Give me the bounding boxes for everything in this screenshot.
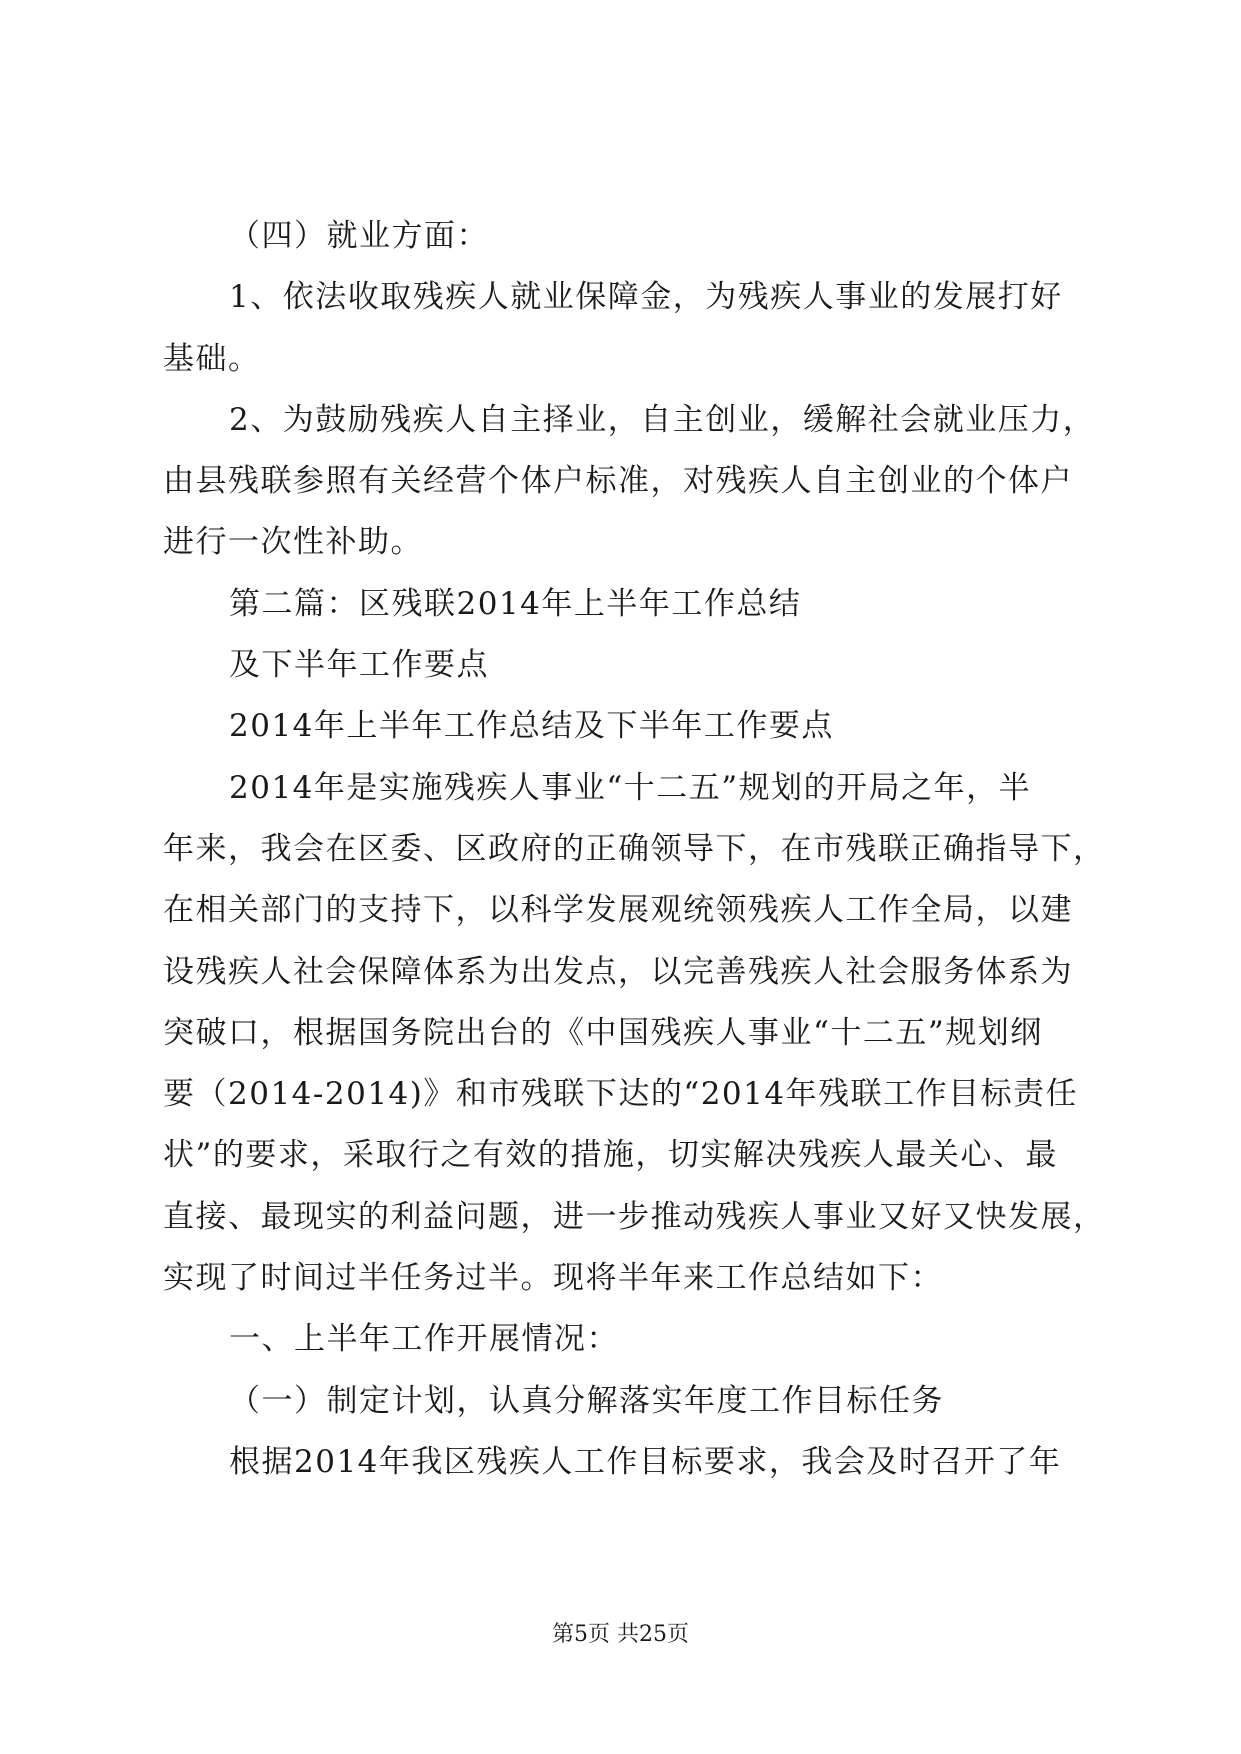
text-line: 由县残联参照有关经营个体户标准，对残疾人自主创业的个体户 <box>163 463 1073 500</box>
text-line: 2014年是实施残疾人事业“十二五”规划的开局之年，半 <box>229 769 1032 806</box>
text-line: 直接、最现实的利益问题，进一步推动残疾人事业又好又快发展， <box>163 1198 1106 1235</box>
text-line: 第二篇：区残联2014年上半年工作总结 <box>229 585 802 622</box>
text-line: 根据2014年我区残疾人工作目标要求，我会及时召开了年 <box>229 1443 1062 1480</box>
text-line: （四）就业方面： <box>229 218 489 254</box>
text-line: 1、依法收取残疾人就业保障金，为残疾人事业的发展打好 <box>229 279 1063 316</box>
text-line: （一）制定计划，认真分解落实年度工作目标任务 <box>229 1382 944 1419</box>
text-line: 进行一次性补助。 <box>163 524 423 561</box>
text-line: 2014年上半年工作总结及下半年工作要点 <box>229 708 834 745</box>
text-line: 在相关部门的支持下，以科学发展观统领残疾人工作全局，以建 <box>163 892 1073 929</box>
text-line: 2、为鼓励残疾人自主择业，自主创业，缓解社会就业压力， <box>229 401 1096 438</box>
page-footer: 第5页 共25页 <box>552 1622 689 1647</box>
document-body <box>163 206 1106 1493</box>
text-line: 突破口，根据国务院出台的《中国残疾人事业“十二五”规划纲 <box>163 1014 1043 1051</box>
text-line: 及下半年工作要点 <box>229 647 489 684</box>
text-line: 要（2014-2014)》和市残联下达的“2014年残联工作目标责任 <box>163 1076 1079 1113</box>
text-line: 状”的要求，采取行之有效的措施，切实解决残疾人最关心、最 <box>163 1137 1058 1174</box>
text-line: 年来，我会在区委、区政府的正确领导下，在市残联正确指导下， <box>163 830 1106 867</box>
text-line: 一、上半年工作开展情况： <box>229 1321 619 1358</box>
text-line: 实现了时间过半任务过半。现将半年来工作总结如下： <box>163 1260 943 1297</box>
text-line: 基础。 <box>163 340 261 377</box>
text-line: 设残疾人社会保障体系为出发点，以完善残疾人社会服务体系为 <box>163 953 1073 990</box>
